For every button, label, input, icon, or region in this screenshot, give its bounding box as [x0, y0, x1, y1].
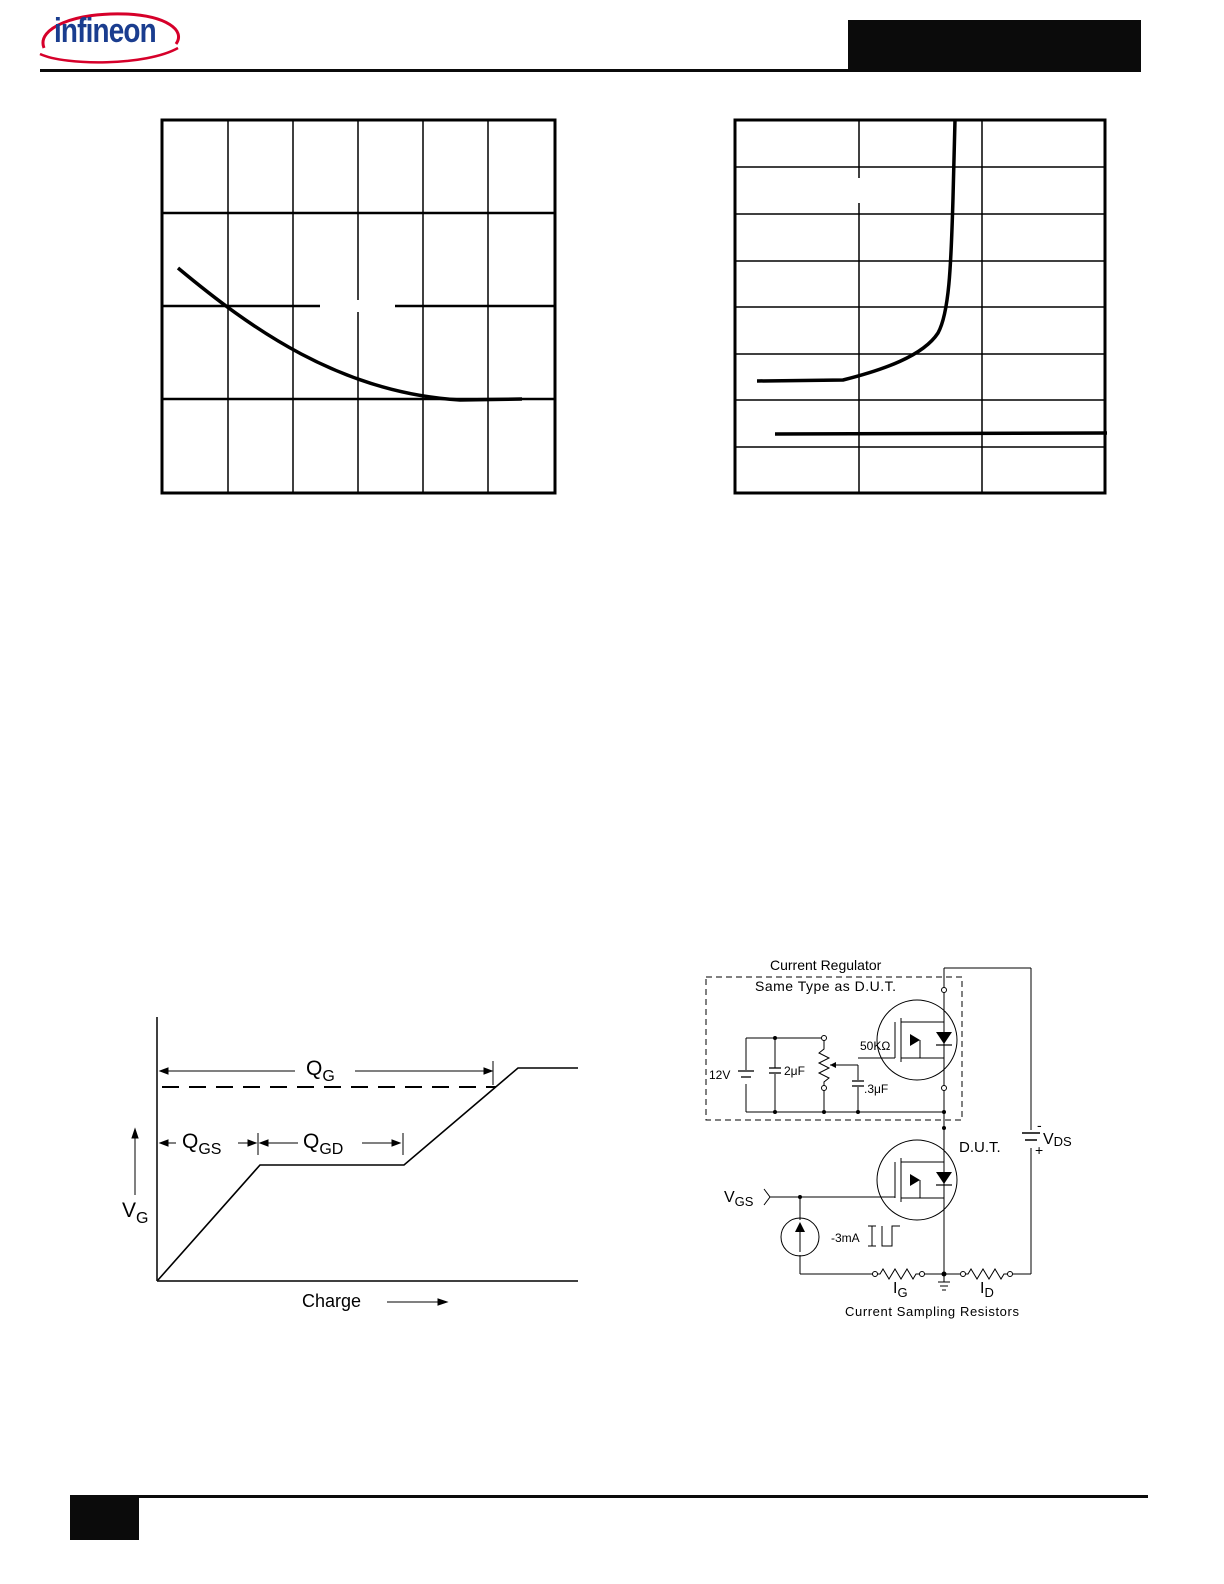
plot-right — [733, 118, 1113, 498]
label-id: $I_D$ — [980, 1280, 994, 1300]
circuit-wires — [746, 968, 1031, 1274]
label-vds-plus: + — [1035, 1142, 1044, 1158]
regulator-box — [706, 977, 962, 1120]
potentiometer-50k — [819, 1045, 829, 1088]
label-qgd: $Q_{GD}$ — [303, 1130, 344, 1158]
plot-left-curve — [178, 268, 522, 400]
label-qg: $Q_G$ — [306, 1057, 335, 1085]
label-50k: 50KΩ — [860, 1039, 891, 1053]
label-ig: $I_G$ — [893, 1280, 908, 1300]
label-vds-minus: - — [1037, 1117, 1042, 1133]
capacitor-12v — [738, 1071, 754, 1077]
footer-rule — [70, 1495, 1148, 1498]
dut-mosfet-diode — [936, 1172, 952, 1184]
logo-wordmark: infineon — [54, 12, 156, 50]
regulator-mosfet-diode — [936, 1032, 952, 1044]
label-charge: Charge — [302, 1291, 362, 1311]
vg-arrow — [132, 1129, 138, 1195]
vgs-input-chevron — [764, 1189, 770, 1205]
label-sampling-resistors: Current Sampling Resistors — [845, 1304, 1020, 1319]
label-3uf: .3μF — [864, 1082, 889, 1096]
dut-mosfet-arrow — [910, 1174, 920, 1186]
charge-arrow — [387, 1299, 447, 1305]
plot-right-breakdown-curve — [757, 120, 955, 381]
label-12v: 12V — [709, 1068, 731, 1082]
label-2uf: 2μF — [784, 1064, 805, 1078]
capacitor-2uf — [769, 1068, 781, 1073]
label-dut: D.U.T. — [959, 1139, 1001, 1156]
resistor-ig — [875, 1269, 922, 1279]
label-3ma: -3mA — [831, 1231, 860, 1245]
plot-right-grid — [735, 120, 1105, 493]
vds-source — [1022, 1133, 1040, 1140]
label-qgs: $Q_{GS}$ — [182, 1130, 222, 1158]
plot-left — [160, 118, 560, 498]
label-vgs: $V_{GS}$ — [724, 1189, 754, 1209]
footer-page-box — [70, 1495, 139, 1540]
header-rule — [40, 69, 1141, 72]
gate-charge-test-circuit — [700, 950, 1100, 1330]
plot-right-flat-curve — [775, 433, 1107, 434]
label-vg: $V_G$ — [122, 1199, 149, 1227]
gate-charge-waveform — [158, 1068, 578, 1280]
resistor-id — [963, 1269, 1010, 1279]
pulse-symbol — [868, 1226, 900, 1246]
gate-charge-diagram — [110, 1005, 590, 1325]
label-same-type: Same Type as D.U.T. — [755, 978, 897, 994]
regulator-mosfet-arrow — [910, 1034, 920, 1046]
label-vds: VDS — [1043, 1131, 1072, 1149]
label-current-regulator: Current Regulator — [770, 957, 882, 973]
capacitor-3uf — [852, 1081, 864, 1086]
header-bar — [848, 20, 1141, 71]
